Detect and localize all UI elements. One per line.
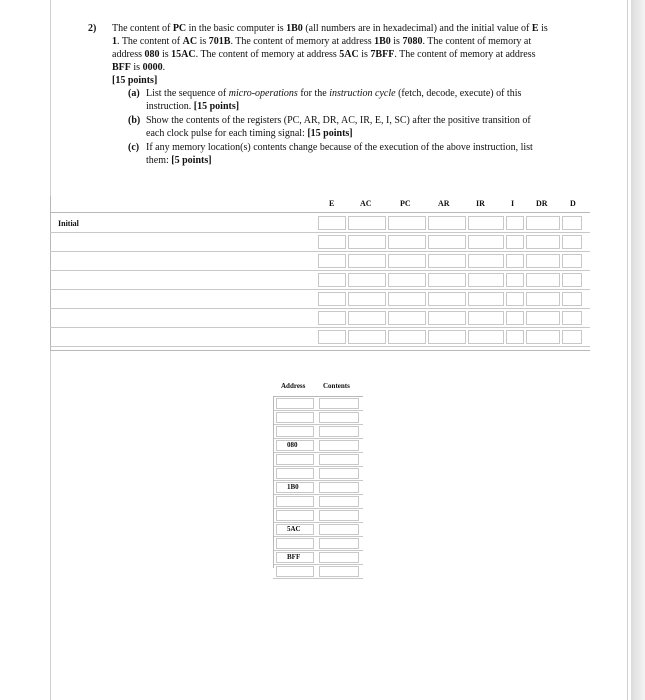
register-cell[interactable] xyxy=(562,311,582,325)
register-cell[interactable] xyxy=(318,216,346,230)
memory-table-row xyxy=(273,425,363,439)
register-cell[interactable] xyxy=(348,292,386,306)
register-cell[interactable] xyxy=(506,216,524,230)
register-cell[interactable] xyxy=(318,254,346,268)
contents-cell[interactable] xyxy=(319,510,359,521)
register-table-row xyxy=(50,290,590,309)
contents-cell[interactable] xyxy=(319,440,359,451)
register-cell[interactable] xyxy=(526,235,560,249)
register-cell[interactable] xyxy=(506,235,524,249)
register-table-bottom-border xyxy=(50,350,590,351)
register-table-row xyxy=(50,309,590,328)
register-cell[interactable] xyxy=(348,311,386,325)
memory-table-row xyxy=(273,551,363,565)
register-cell[interactable] xyxy=(348,330,386,344)
register-table-row xyxy=(50,328,590,347)
register-cell[interactable] xyxy=(526,330,560,344)
register-cell[interactable] xyxy=(388,330,426,344)
register-cell[interactable] xyxy=(506,330,524,344)
contents-cell[interactable] xyxy=(319,398,359,409)
question-text: The content of PC in the basic computer is 1B0 (all numbers are in hexadecimal) and the initial value of E is 1. The content of AC is 701B. The content of memory at address 1B0 is 7080. The content of memory at address 080 is 15AC. The content of memory at address 5AC is 7BFF. The content of memory at address BFF is 0000. xyxy=(112,23,548,73)
register-cell[interactable] xyxy=(318,273,346,287)
register-cell[interactable] xyxy=(526,216,560,230)
register-cell[interactable] xyxy=(562,330,582,344)
address-cell[interactable] xyxy=(276,566,314,577)
col-i: I xyxy=(511,199,515,208)
col-pc: PC xyxy=(400,199,411,208)
scroll-edge-shadow xyxy=(631,0,645,700)
memory-table-row xyxy=(273,397,363,411)
register-cell[interactable] xyxy=(506,292,524,306)
col-e: E xyxy=(329,199,335,208)
register-cell[interactable] xyxy=(468,311,504,325)
register-cell[interactable] xyxy=(318,235,346,249)
memory-table-row xyxy=(273,467,363,481)
register-cell[interactable] xyxy=(428,216,466,230)
address-cell[interactable] xyxy=(276,538,314,549)
memory-table-row xyxy=(273,537,363,551)
question-block xyxy=(88,22,548,168)
sub-item-b: (b) Show the contents of the registers (PC, AR, DR, AC, IR, E, I, SC) after the positive transition of each clock pulse for each timing signal: [15 points] xyxy=(128,115,531,139)
col-ir: IR xyxy=(476,199,485,208)
memory-table-row xyxy=(273,453,363,467)
register-cell[interactable] xyxy=(526,311,560,325)
register-cell[interactable] xyxy=(468,273,504,287)
register-cell[interactable] xyxy=(428,311,466,325)
register-cell[interactable] xyxy=(468,292,504,306)
question-number: 2) xyxy=(88,23,97,34)
register-cell[interactable] xyxy=(526,273,560,287)
row-label-cell xyxy=(52,292,314,306)
row-label-cell xyxy=(52,311,314,325)
contents-cell[interactable] xyxy=(319,482,359,493)
register-cell[interactable] xyxy=(428,254,466,268)
register-cell[interactable] xyxy=(506,273,524,287)
register-cell[interactable] xyxy=(526,254,560,268)
memory-table-row xyxy=(273,495,363,509)
sub-item-c: (c) If any memory location(s) contents change because of the execution of the above instruction, list them: [5 points] xyxy=(128,142,533,166)
register-table-row xyxy=(50,252,590,271)
register-cell[interactable] xyxy=(428,330,466,344)
register-cell[interactable] xyxy=(348,254,386,268)
register-cell[interactable] xyxy=(428,292,466,306)
memory-table xyxy=(273,378,363,579)
register-cell[interactable] xyxy=(562,273,582,287)
register-cell[interactable] xyxy=(388,216,426,230)
row-label-cell xyxy=(52,273,314,287)
contents-cell[interactable] xyxy=(319,496,359,507)
register-cell[interactable] xyxy=(428,235,466,249)
contents-cell[interactable] xyxy=(319,524,359,535)
register-cell[interactable] xyxy=(526,292,560,306)
memory-address-label: BFF xyxy=(287,553,301,561)
register-cell[interactable] xyxy=(468,254,504,268)
register-table-header xyxy=(50,196,590,213)
memory-table-row xyxy=(273,439,363,453)
register-cell[interactable] xyxy=(348,235,386,249)
memory-table-left-border xyxy=(273,396,274,568)
row-label-cell xyxy=(52,254,314,268)
contents-cell[interactable] xyxy=(319,538,359,549)
register-cell[interactable] xyxy=(348,216,386,230)
register-cell[interactable] xyxy=(468,216,504,230)
sub-items-list xyxy=(128,87,548,167)
register-cell[interactable] xyxy=(562,235,582,249)
memory-table-row xyxy=(273,523,363,537)
memory-table-row xyxy=(273,509,363,523)
row-label-cell xyxy=(52,235,314,249)
contents-cell[interactable] xyxy=(319,454,359,465)
contents-cell[interactable] xyxy=(319,426,359,437)
register-cell[interactable] xyxy=(388,235,426,249)
address-cell[interactable] xyxy=(276,412,314,423)
address-cell[interactable] xyxy=(276,510,314,521)
register-cell[interactable] xyxy=(562,254,582,268)
contents-cell[interactable] xyxy=(319,566,359,577)
memory-table-row xyxy=(273,565,363,579)
memory-address-label: 5AC xyxy=(287,525,301,533)
col-ac: AC xyxy=(360,199,372,208)
memory-table-row xyxy=(273,481,363,495)
contents-cell[interactable] xyxy=(319,412,359,423)
register-cell[interactable] xyxy=(506,311,524,325)
memory-table-row xyxy=(273,411,363,425)
register-table-row xyxy=(50,271,590,290)
address-cell[interactable] xyxy=(276,496,314,507)
memory-address-label: 1B0 xyxy=(287,483,299,491)
register-table-row xyxy=(50,214,590,233)
register-cell[interactable] xyxy=(428,273,466,287)
row-label-cell xyxy=(52,216,314,230)
col-dr: DR xyxy=(536,199,548,208)
contents-cell[interactable] xyxy=(319,552,359,563)
register-cell[interactable] xyxy=(318,311,346,325)
register-cell[interactable] xyxy=(348,273,386,287)
contents-cell[interactable] xyxy=(319,468,359,479)
register-cell[interactable] xyxy=(562,292,582,306)
register-cell[interactable] xyxy=(318,330,346,344)
sub-item-a: (a) List the sequence of micro-operations for the instruction cycle (fetch, decode, execute) of this instruction. [15 points] xyxy=(128,88,522,112)
row-label-initial: Initial xyxy=(58,219,79,228)
address-cell[interactable] xyxy=(276,468,314,479)
address-cell[interactable] xyxy=(276,426,314,437)
memory-table-header xyxy=(273,378,363,397)
register-cell[interactable] xyxy=(388,254,426,268)
row-label-cell xyxy=(52,330,314,344)
register-cell[interactable] xyxy=(388,292,426,306)
register-cell[interactable] xyxy=(388,311,426,325)
address-cell[interactable] xyxy=(276,454,314,465)
register-cell[interactable] xyxy=(468,235,504,249)
register-cell[interactable] xyxy=(318,292,346,306)
register-cell[interactable] xyxy=(562,216,582,230)
col-ar: AR xyxy=(438,199,450,208)
col-address: Address xyxy=(281,382,306,390)
col-contents: Contents xyxy=(323,382,350,390)
memory-address-label: 080 xyxy=(287,441,298,449)
register-cell[interactable] xyxy=(388,273,426,287)
register-table-row xyxy=(50,233,590,252)
question-points: [15 points] xyxy=(112,75,158,86)
col-d: D xyxy=(570,199,576,208)
memory-table-body xyxy=(273,397,363,579)
register-cell[interactable] xyxy=(506,254,524,268)
register-cell[interactable] xyxy=(468,330,504,344)
address-cell[interactable] xyxy=(276,398,314,409)
